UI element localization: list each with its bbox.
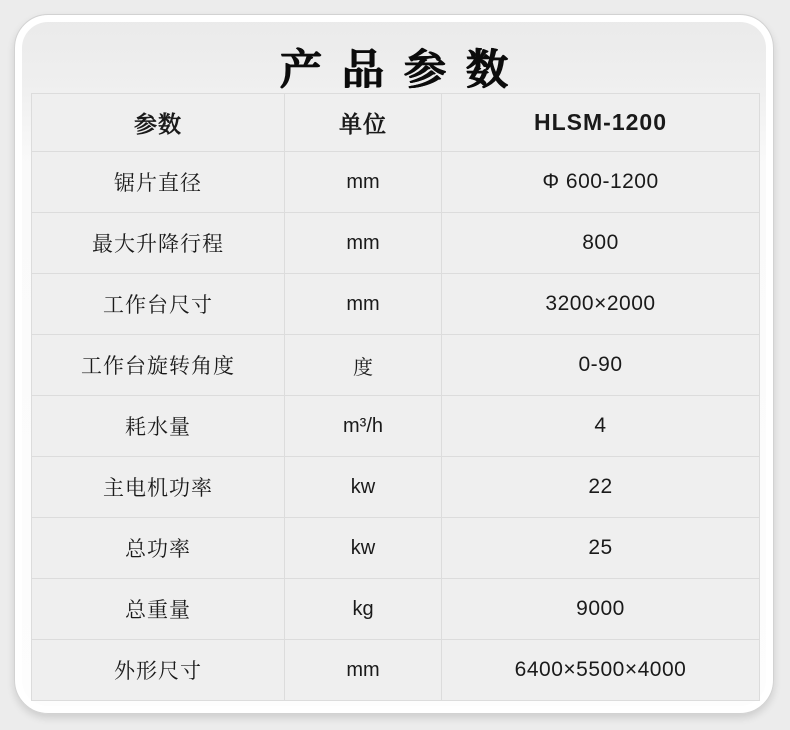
parameter-name-cell: 最大升降行程: [32, 213, 285, 274]
table-row: [32, 152, 760, 213]
parameter-name-cell: 锯片直径: [32, 152, 285, 213]
value-cell: 800: [442, 213, 760, 274]
unit-cell: 度: [285, 335, 442, 396]
table-row: [32, 396, 760, 457]
value-cell: Φ 600-1200: [442, 152, 760, 213]
unit-cell: mm: [285, 274, 442, 335]
parameter-name-cell: 耗水量: [32, 396, 285, 457]
page-title: 产品参数: [279, 46, 528, 93]
parameter-name-cell: 工作台尺寸: [32, 274, 285, 335]
unit-cell: kw: [285, 457, 442, 518]
value-cell: 6400×5500×4000: [442, 640, 760, 701]
value-cell: 25: [442, 518, 760, 579]
table-header-row: [32, 94, 760, 152]
table-row: [32, 579, 760, 640]
value-cell: 0-90: [442, 335, 760, 396]
parameter-name-cell: 外形尺寸: [32, 640, 285, 701]
value-cell: 22: [442, 457, 760, 518]
parameter-name-cell: 总重量: [32, 579, 285, 640]
column-header-unit: 单位: [285, 94, 442, 152]
unit-cell: kw: [285, 518, 442, 579]
column-header-model: HLSM-1200: [442, 94, 760, 152]
value-cell: 4: [442, 396, 760, 457]
parameter-name-cell: 工作台旋转角度: [32, 335, 285, 396]
table-row: [32, 457, 760, 518]
table-row: [32, 274, 760, 335]
spec-table: [31, 93, 760, 701]
table-row: [32, 335, 760, 396]
parameter-name-cell: 总功率: [32, 518, 285, 579]
unit-cell: kg: [285, 579, 442, 640]
unit-cell: mm: [285, 213, 442, 274]
table-row: [32, 518, 760, 579]
rounded-card: [14, 14, 774, 714]
table-row: [32, 640, 760, 701]
value-cell: 9000: [442, 579, 760, 640]
unit-cell: mm: [285, 640, 442, 701]
parameter-name-cell: 主电机功率: [32, 457, 285, 518]
unit-cell: mm: [285, 152, 442, 213]
unit-cell: m³/h: [285, 396, 442, 457]
column-header-parameter: 参数: [32, 94, 285, 152]
table-row: [32, 213, 760, 274]
value-cell: 3200×2000: [442, 274, 760, 335]
